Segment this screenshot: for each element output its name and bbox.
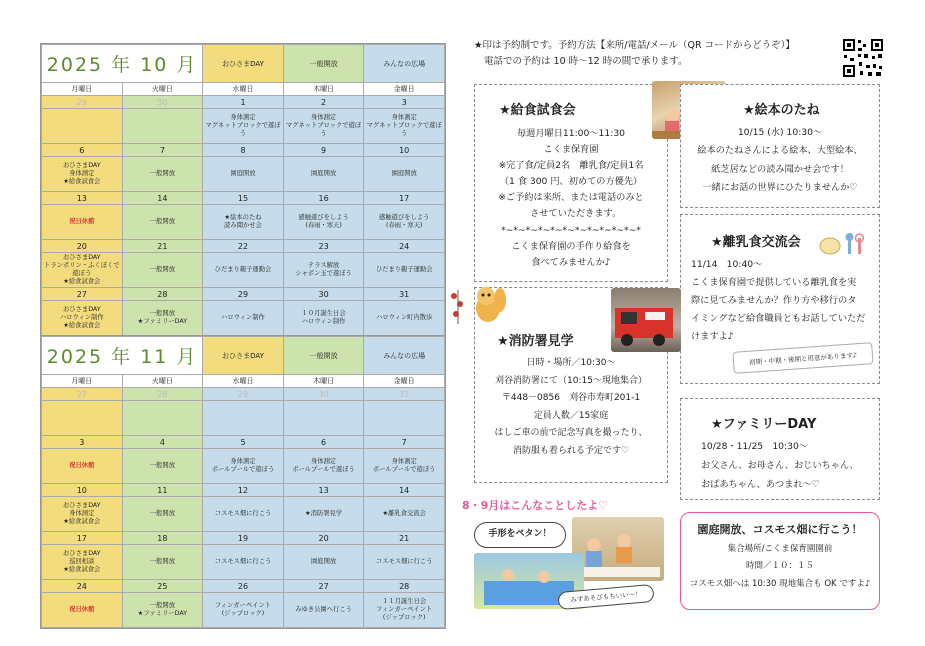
- shobo-title: ★消防署見学: [497, 334, 574, 349]
- notice-line1: ★印は予約制です。予約方法【来所/電話/メール（QR コードからどうぞ）】: [474, 40, 795, 51]
- day-events: ハロウィン制作: [203, 301, 284, 336]
- day-number: 25: [122, 580, 203, 593]
- notice-line2: 電話での予約は 10 時～12 時の間で承ります。: [484, 56, 688, 68]
- cosmos-box: [680, 512, 880, 610]
- day-events: ★消防署見学: [283, 497, 364, 532]
- day-number: 2: [283, 96, 364, 109]
- day-number: 31: [364, 388, 445, 401]
- day-events: ひだまり親子運動会: [364, 253, 445, 288]
- day-number: 3: [42, 436, 123, 449]
- text-line: *~*~*~*~*~*~*~*~*~*~*~*: [501, 224, 641, 236]
- day-events: コスモス畑に行こう: [203, 497, 284, 532]
- text-line: 消防服も着られる予定です♡: [512, 445, 630, 456]
- day-events: [364, 401, 445, 436]
- day-number: 28: [122, 288, 203, 301]
- text-line: 10/28・11/25 10:30～: [701, 441, 808, 452]
- day-events: 一般開放: [122, 449, 203, 484]
- day-events: ひだまり親子運動会: [203, 253, 284, 288]
- day-number: 13: [283, 484, 364, 497]
- text-line: ※ご予約は来所、または電話のみと: [498, 192, 644, 204]
- day-number: 29: [42, 96, 123, 109]
- day-events: 身体測定 ボールプールで遊ぼう: [283, 449, 364, 484]
- legend-ippan: 一般開放: [283, 45, 364, 83]
- text-line: 11/14 10:40～: [691, 259, 763, 270]
- day-events: コスモス畑に行こう: [203, 545, 284, 580]
- ehon-box: [680, 84, 880, 208]
- legend-ohisama: おひさまDAY: [203, 45, 284, 83]
- family-text: [681, 438, 879, 495]
- day-events: 一般開放: [122, 253, 203, 288]
- day-events: [122, 109, 203, 144]
- cosmos-title: 園庭開放、コスモス畑に行こう！: [697, 523, 863, 536]
- dow-mon: 月曜日: [42, 83, 123, 96]
- dow-thu: 木曜日: [283, 83, 364, 96]
- day-number: 6: [42, 144, 123, 157]
- day-events: [42, 401, 123, 436]
- day-number: 21: [364, 532, 445, 545]
- day-number: 20: [42, 240, 123, 253]
- text-line: 刈谷消防署にて（10:15～現地集合）: [495, 375, 647, 386]
- day-events: フィンガーペイント (ジップロック): [203, 593, 284, 628]
- calendar-title: 2025 年 10 月: [42, 45, 203, 83]
- day-events: 園庭開放: [283, 545, 364, 580]
- day-events: １０月誕生日会 ハロウィン制作: [283, 301, 364, 336]
- dow-wed: 水曜日: [203, 375, 284, 388]
- day-number: 13: [42, 192, 123, 205]
- day-number: 14: [122, 192, 203, 205]
- day-number: 27: [42, 288, 123, 301]
- family-box: [680, 398, 880, 500]
- day-events: おひさまDAY 身体測定 ★給食試食会: [42, 497, 123, 532]
- qr-code[interactable]: [842, 38, 884, 78]
- day-events: [122, 401, 203, 436]
- text-line: ※完了食/定員2名 離乳食/定員1名: [498, 160, 644, 172]
- recap-photo1: [572, 517, 664, 581]
- day-events: １１月誕生日会 フィンガーペイント (ジップロック): [364, 593, 445, 628]
- day-number: 30: [122, 96, 203, 109]
- day-number: 23: [283, 240, 364, 253]
- recap-title: 8・9月はこんなことしたよ♡: [462, 499, 609, 512]
- day-events: 一般開放: [122, 497, 203, 532]
- day-events: ★絵本のたね 読み聞かせ会: [203, 205, 284, 240]
- day-events: みゆき公園へ行こう: [283, 593, 364, 628]
- legend-hiroba: みんなの広場: [364, 45, 445, 83]
- baby-food-icon: [818, 232, 868, 260]
- day-number: 7: [122, 144, 203, 157]
- day-events: 一般開放: [122, 157, 203, 192]
- kyushoku-box: [474, 84, 668, 282]
- text-line: イミングなど給食職員ともお話していただ: [691, 312, 866, 324]
- day-number: 15: [203, 192, 284, 205]
- text-line: 〒448－0856 刈谷市寿町201-1: [501, 393, 641, 404]
- day-number: 6: [283, 436, 364, 449]
- day-events: 一般開放: [122, 205, 203, 240]
- day-events: おひさまDAY 巡回相談 ★給食試食会: [42, 545, 123, 580]
- text-line: 毎週月曜日11:00～11:30: [516, 128, 626, 139]
- firetruck-photo: [611, 288, 681, 352]
- kyushoku-title: ★給食試食会: [499, 103, 576, 118]
- text-line: はしご車の前で記念写真を撮ったり、: [494, 428, 648, 439]
- text-line: （1 食 300 円、初めての方優先）: [499, 176, 643, 188]
- day-events: 身体測定 マグネットブロックで遊ぼう: [364, 109, 445, 144]
- rinyu-note: 初期・中期・後期と用意があります♪: [732, 342, 873, 374]
- day-number: 11: [122, 484, 203, 497]
- day-events: [42, 109, 123, 144]
- day-number: 31: [364, 288, 445, 301]
- day-number: 9: [283, 144, 364, 157]
- text-line: こくま保育園: [543, 144, 599, 156]
- day-events: 身体測定 ボールプールで遊ぼう: [364, 449, 445, 484]
- day-number: 5: [203, 436, 284, 449]
- text-line: 日時・場所／10:30～: [526, 358, 616, 368]
- text-line: 絵本のたねさんによる絵本、大型絵本、: [697, 145, 863, 157]
- day-number: 29: [203, 288, 284, 301]
- day-number: 26: [203, 580, 284, 593]
- dow-mon: 月曜日: [42, 375, 123, 388]
- legend-ohisama: おひさまDAY: [203, 337, 284, 375]
- day-number: 27: [42, 388, 123, 401]
- day-events: おひさまDAY ハロウィン制作 ★給食試食会: [42, 301, 123, 336]
- text-line: 一緒にお話の世界にひたりませんか♡: [702, 182, 858, 194]
- day-number: 27: [283, 580, 364, 593]
- dow-tue: 火曜日: [122, 375, 203, 388]
- day-number: 7: [364, 436, 445, 449]
- day-number: 16: [283, 192, 364, 205]
- shobo-text: [475, 355, 667, 460]
- day-number: 28: [122, 388, 203, 401]
- day-events: 園庭開放: [283, 157, 364, 192]
- text-line: お父さん、お母さん、おじいちゃん、: [701, 459, 859, 471]
- day-number: 1: [203, 96, 284, 109]
- day-events: ★離乳食交流会: [364, 497, 445, 532]
- dow-wed: 水曜日: [203, 83, 284, 96]
- day-number: 24: [364, 240, 445, 253]
- text-line: させていただきます。: [520, 208, 622, 220]
- day-events: [203, 401, 284, 436]
- day-number: 14: [364, 484, 445, 497]
- day-events: 一般開放 ★ファミリーDAY: [122, 593, 203, 628]
- text-line: こくま保育園の手作り給食を: [511, 240, 631, 252]
- day-number: 29: [203, 388, 284, 401]
- recap-bubble1: 手形をペタン！: [474, 522, 566, 548]
- text-line: 際に見てみませんか？作り方や移行のタ: [691, 294, 857, 306]
- day-number: 10: [364, 144, 445, 157]
- day-number: 17: [42, 532, 123, 545]
- text-line: 時間／１０：１５: [745, 561, 814, 572]
- day-number: 12: [203, 484, 284, 497]
- day-events: 感触遊びをしよう (春雨・寒天): [283, 205, 364, 240]
- day-number: 20: [283, 532, 364, 545]
- dow-fri: 金曜日: [364, 83, 445, 96]
- day-events: 一般開放 ★ファミリーDAY: [122, 301, 203, 336]
- november-calendar: [40, 335, 446, 629]
- cosmos-text: [681, 541, 879, 593]
- rinyu-title: ★離乳食交流会: [711, 235, 801, 250]
- day-number: 30: [283, 288, 364, 301]
- day-events: 身体測定 マグネットブロックで遊ぼう: [283, 109, 364, 144]
- day-events: 一般開放: [122, 545, 203, 580]
- day-events: おひさまDAY トランポリン・ふくぼくで遊ぼう ★給食試食会: [42, 253, 123, 288]
- day-number: 10: [42, 484, 123, 497]
- calendar-title: 2025 年 11 月: [42, 337, 203, 375]
- day-events: 祝日休館: [42, 449, 123, 484]
- family-title: ★ファミリーDAY: [711, 417, 817, 432]
- october-calendar: [40, 43, 446, 337]
- day-number: 22: [203, 240, 284, 253]
- squirrel-icon: [446, 284, 506, 334]
- text-line: 紙芝居などの読み聞かせ会です！: [711, 163, 849, 175]
- text-line: コスモス畑へは 10:30 現地集合も OK ですよ♪: [689, 578, 871, 589]
- day-number: 4: [122, 436, 203, 449]
- dow-thu: 木曜日: [283, 375, 364, 388]
- day-number: 19: [203, 532, 284, 545]
- day-number: 8: [203, 144, 284, 157]
- day-events: 感触遊びをしよう (春雨・寒天): [364, 205, 445, 240]
- day-events: 園庭開放: [203, 157, 284, 192]
- text-line: おばあちゃん、あつまれ～♡: [701, 478, 821, 490]
- day-events: 祝日休館: [42, 593, 123, 628]
- legend-ippan: 一般開放: [283, 337, 364, 375]
- text-line: こくま保育園で提供している離乳食を実: [691, 276, 857, 288]
- text-line: けますよ♪: [691, 330, 734, 342]
- day-events: おひさまDAY 身体測定 ★給食試食会: [42, 157, 123, 192]
- day-number: 28: [364, 580, 445, 593]
- day-events: テラス解放 シャボン玉で遊ぼう: [283, 253, 364, 288]
- day-events: コスモス畑に行こう: [364, 545, 445, 580]
- day-events: ハロウィン町内散歩: [364, 301, 445, 336]
- text-line: 10/15 (水) 10:30～: [737, 127, 823, 138]
- day-events: [283, 401, 364, 436]
- ehon-text: [681, 124, 879, 198]
- day-events: 園庭開放: [364, 157, 445, 192]
- text-line: 食べてみませんか♪: [531, 256, 611, 268]
- day-number: 3: [364, 96, 445, 109]
- reservation-notice: [474, 38, 795, 70]
- rinyu-text: [681, 256, 879, 346]
- day-number: 17: [364, 192, 445, 205]
- day-number: 24: [42, 580, 123, 593]
- text-line: 定員人数／15家庭: [533, 410, 609, 421]
- dow-fri: 金曜日: [364, 375, 445, 388]
- dow-tue: 火曜日: [122, 83, 203, 96]
- recap-bubble2: みずあそびもちいい～！: [557, 584, 654, 610]
- text-line: 集合場所/こくま保育園園前: [727, 544, 833, 554]
- day-events: 身体測定 マグネットブロックで遊ぼう: [203, 109, 284, 144]
- day-number: 21: [122, 240, 203, 253]
- day-events: 身体測定 ボールプールで遊ぼう: [203, 449, 284, 484]
- ehon-title: ★絵本のたね: [743, 103, 820, 118]
- day-number: 18: [122, 532, 203, 545]
- kyushoku-text: [475, 126, 667, 271]
- day-events: 祝日休館: [42, 205, 123, 240]
- legend-hiroba: みんなの広場: [364, 337, 445, 375]
- day-number: 30: [283, 388, 364, 401]
